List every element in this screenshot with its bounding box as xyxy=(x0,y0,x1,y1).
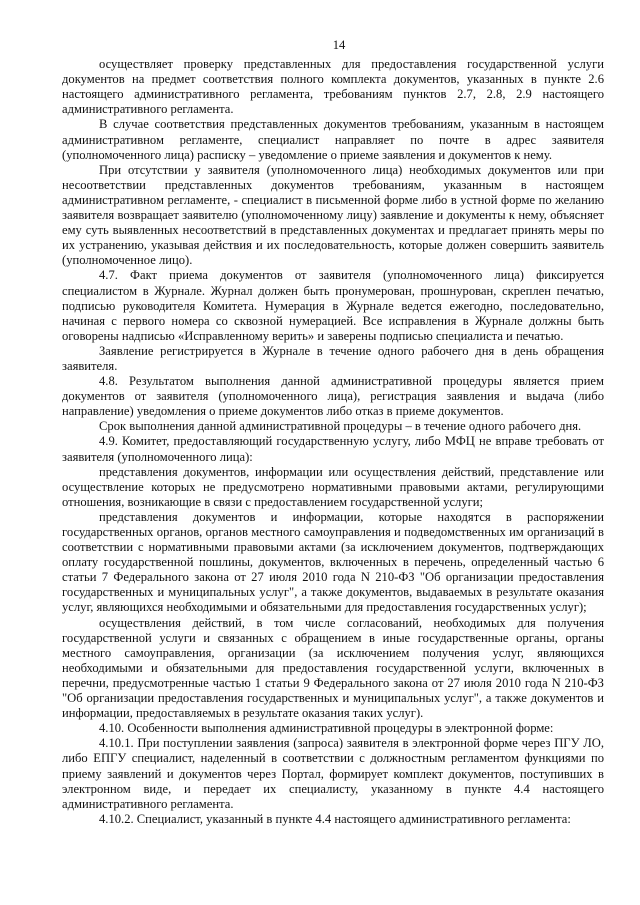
paragraph-registration: Заявление регистрируется в Журнале в течение одного рабочего дня в день обращения заявителя. xyxy=(62,343,604,373)
paragraph-4-9-prohibitions: 4.9. Комитет, предоставляющий государственную услугу, либо МФЦ не вправе требовать от заявителя (уполномоченного лица): xyxy=(62,434,604,464)
paragraph-prohibition-info: представления документов и информации, которые находятся в распоряжении государственных органов, органов местного самоуправления и подведомственных им организаций в соответствии с нормативными правовыми актами (за исключением документов, подтверждающих оплату государственной пошлины, документов, включенных в перечень, определенный частью 6 статьи 7 Федерального закона от 27 июля 2010 года N 210-ФЗ "Об организации предоставления государственных и муниципальных услуг", а также документов, выдаваемых в результате оказания услуг, являющихся необходимыми и обязательными для предоставления государственных услуг); xyxy=(62,509,604,615)
paragraph-procedure-term: Срок выполнения данной административной процедуры – в течение одного рабочего дня. xyxy=(99,419,582,434)
paragraph-4-8-result: 4.8. Результатом выполнения данной административной процедуры является прием документов от заявителя (уполномоченного лица), регистрация заявления и выдача (либо направление) уведомления о приеме документов либо отказ в приеме документов. xyxy=(62,374,604,419)
paragraph-prohibition-documents: представления документов, информации или осуществления действий, представление или осуществление которых не предусмотрено нормативными правовыми актами, регулирующими отношения, возникающие в связи с предоставлением государственной услуги; xyxy=(62,464,604,509)
paragraph-4-7-journal: 4.7. Факт приема документов от заявителя (уполномоченного лица) фиксируется специалистом в Журнале. Журнал должен быть пронумерован, прошнурован, скреплен печатью, подписью руководителя Комитета. Нумерация в Журнале ведется ежегодно, последовательно, начиная с первого номера со сквозной нумерацией. Все исправления в Журнале должны быть оговорены надписью «Исправленному верить» и заверены подписью специалиста и печатью. xyxy=(62,268,604,343)
page-number: 14 xyxy=(332,38,346,52)
paragraph-4-10-1-portal: 4.10.1. При поступлении заявления (запроса) заявителя в электронной форме через ПГУ ЛО, либо ЕПГУ специалист, наделенный в соответствии с должностным регламентом функциями по приему заявлений и документов через Портал, формирует комплект документов, поступивших в электронном виде, и передает их специалисту, указанному в пункте 4.4 настоящего административного регламента. xyxy=(62,736,604,811)
paragraph-verification: осуществляет проверку представленных для предоставления государственной услуги документов на предмет соответствия полного комплекта документов, указанных в пункте 2.6 настоящего административного регламента, требованиям пунктов 2.7, 2.8, 2.9 настоящего административного регламента. xyxy=(62,57,604,117)
paragraph-prohibition-actions: осуществления действий, в том числе согласований, необходимых для получения государственной услуги и связанных с обращением в иные государственные органы, органы местного самоуправления, организации (за исключением получения услуг, являющихся необходимыми и обязательными для предоставления государственной услуги, включенных в перечни, предусмотренные частью 1 статьи 9 Федерального закона от 27 июля 2010 года N 210-ФЗ "Об организации предоставления государственных и муниципальных услуг", а также документов и информации, предоставляемых в результате оказания таких услуг). xyxy=(62,615,604,721)
paragraph-compliance-receipt: В случае соответствия представленных документов требованиям, указанным в настоящем административном регламенте, специалист направляет по почте в адрес заявителя (уполномоченного лица) расписку – уведомление о приеме заявления и документов к нему. xyxy=(62,117,604,162)
paragraph-4-10-electronic: 4.10. Особенности выполнения административной процедуры в электронной форме: xyxy=(99,721,554,736)
paragraph-4-10-2-specialist: 4.10.2. Специалист, указанный в пункте 4.4 настоящего административного регламента: xyxy=(99,811,571,826)
paragraph-missing-documents: При отсутствии у заявителя (уполномоченного лица) необходимых документов или при несоответствии представленных документов требованиям, указанным в настоящем административном регламенте, - специалист в письменной форме либо в устной форме по желанию заявителя возвращает заявителю (уполномоченному лицу) заявление и документы к нему, объясняет ему суть выявленных несоответствий в представленных документах и предлагает принять меры по их устранению, указывая действия и их последовательность, которые должен совершить заявитель (уполномоченное лицо). xyxy=(62,162,604,268)
